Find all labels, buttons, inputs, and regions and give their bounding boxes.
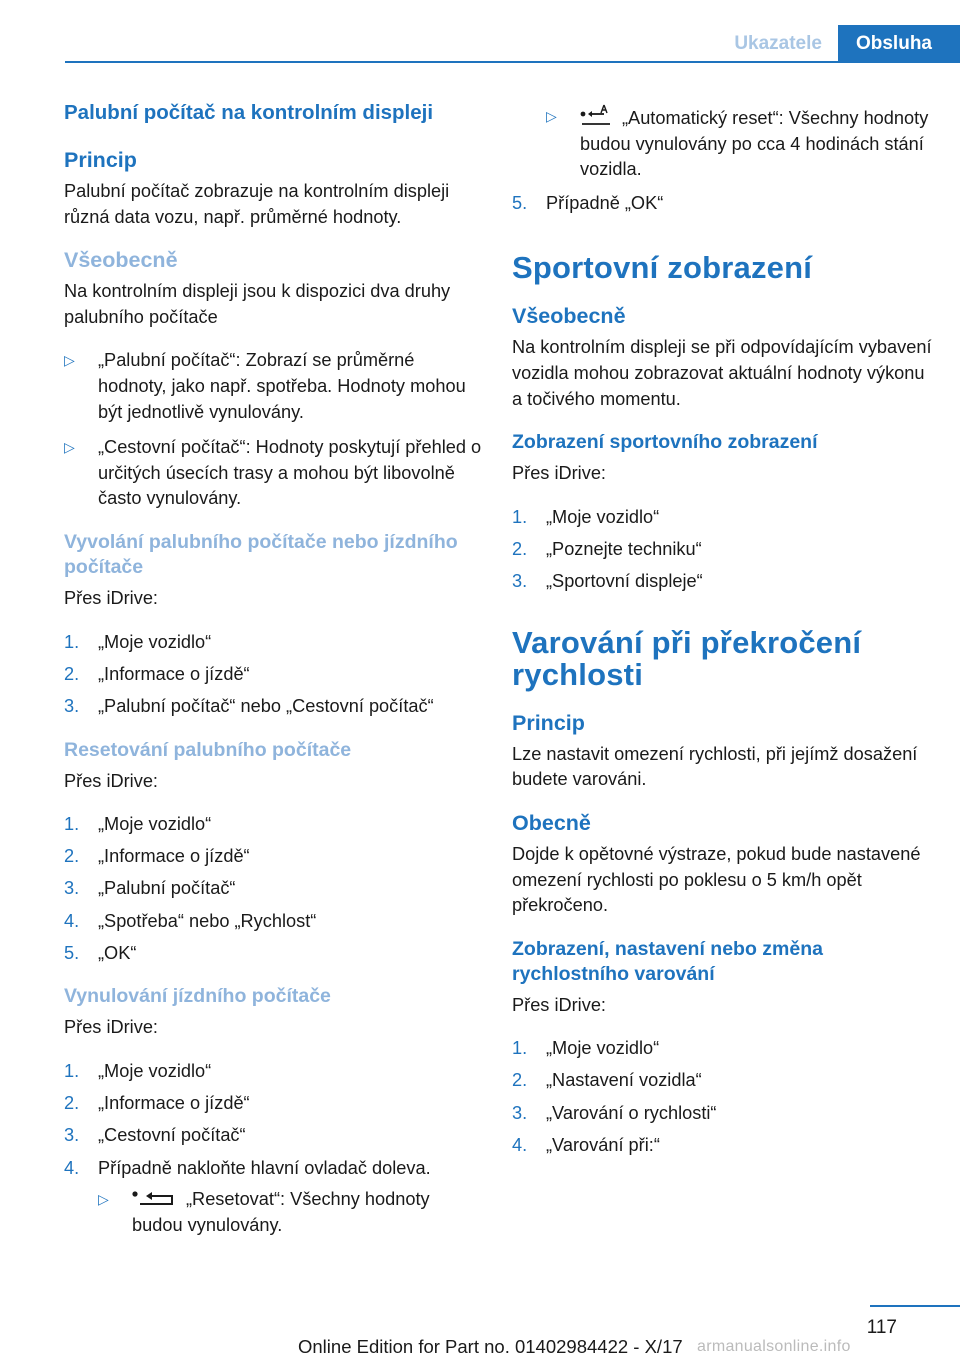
list-item: 3. „Varování o rychlosti“ — [512, 1102, 717, 1123]
princip-heading: Princip — [64, 148, 137, 172]
page-number: 117 — [866, 1317, 897, 1338]
list-item: ▷ „Palubní počítač“: Zobrazí se průměrné hodnoty, jako např. spotřeba. Hodnoty mohou být jednotlivě vynulovány. — [64, 348, 484, 425]
list-item: 5. Případně „OK“ — [512, 192, 664, 213]
speed-title: Varování při překročení rychlosti — [512, 624, 862, 692]
sport-general-text: Na kontrolním displeji se při odpovídajícím vybavení vozidla mohou zobrazovat aktuální hodnoty výkonu a točivého momentu. — [512, 337, 932, 409]
right-column — [512, 100, 932, 1176]
list-item: 2. „Informace o jízdě“ — [64, 1093, 250, 1114]
tab-obsluha[interactable]: Obsluha — [838, 25, 960, 62]
footer-rule — [870, 1305, 960, 1307]
auto-reset-icon — [580, 104, 614, 126]
vyvolani-intro: Přes iDrive: — [64, 587, 158, 608]
resetovani-heading: Resetování palubního počítače — [64, 738, 352, 761]
triangle-bullet-icon: ▷ — [64, 439, 75, 456]
reset-text: „Resetovat“: Všechny hodnoty budou vynulovány. — [132, 1189, 430, 1235]
list-item: 1. „Moje vozidlo“ — [512, 1038, 660, 1059]
vyvolani-heading: Vyvolání palubního počítače nebo jízdního počítače — [64, 530, 458, 578]
resetovani-intro: Přes iDrive: — [64, 770, 158, 791]
auto-reset-subbullets — [546, 104, 932, 183]
princip-text: Palubní počítač zobrazuje na kontrolním displeji různá data vozu, např. průměrné hodnoty. — [64, 181, 450, 227]
triangle-bullet-icon: ▷ — [98, 1191, 109, 1208]
list-item: 2. „Informace o jízdě“ — [64, 663, 250, 684]
list-item — [98, 1187, 484, 1238]
speed-intro: Přes iDrive: — [512, 994, 606, 1015]
sport-intro: Přes iDrive: — [512, 463, 606, 484]
section-title: Palubní počítač na kontrolním displeji — [64, 101, 434, 124]
list-item: 5. „OK“ — [64, 942, 137, 963]
vyvolani-steps — [64, 630, 484, 720]
list-item: 4. „Varování při:“ — [512, 1134, 660, 1155]
list-item: 1. „Moje vozidlo“ — [64, 814, 212, 835]
tab-ukazatele[interactable]: Ukazatele — [718, 25, 838, 62]
auto-reset-text: „Automatický reset“: Všechny hodnoty budou vynulovány po cca 4 hodinách stání vozidla. — [580, 108, 929, 180]
list-item: 3. „Palubní počítač“ — [64, 878, 236, 899]
list-item: 2. „Poznejte techniku“ — [512, 538, 702, 559]
watermark: armanualsonline.info — [697, 1338, 851, 1355]
vynulovani-intro: Přes iDrive: — [64, 1017, 158, 1038]
speed-princip-text: Lze nastavit omezení rychlosti, při jejímž dosažení budete varováni. — [512, 743, 918, 790]
vseobecne-heading: Všeobecně — [64, 248, 178, 273]
list-item: ▷ „Cestovní počítač“: Hodnoty poskytují přehled o určitých úsecích trasy a mohou být libovolně často vynulovány. — [64, 435, 484, 512]
speed-set-heading: Zobrazení, nastavení nebo změna rychlostního varování — [512, 937, 823, 985]
sport-display-heading: Zobrazení sportovního zobrazení — [512, 431, 818, 454]
edition-note: Online Edition for Part no. 01402984422 - X/17 — [298, 1336, 683, 1357]
list-item: 2. „Nastavení vozidla“ — [512, 1070, 702, 1091]
list-item: 4. „Spotřeba“ nebo „Rychlost“ — [64, 910, 317, 931]
reset-icon — [132, 1191, 178, 1207]
list-item: 3. „Cestovní počítač“ — [64, 1125, 246, 1146]
sport-general-heading: Všeobecně — [512, 304, 626, 329]
continued-steps — [512, 191, 932, 217]
speed-obecne-text: Dojde k opětovné výstraze, pokud bude nastavené omezení rychlosti po poklesu o 5 km/h opět překročeno. — [512, 843, 921, 916]
triangle-bullet-icon: ▷ — [64, 352, 75, 369]
list-item: 1. „Moje vozidlo“ — [64, 631, 212, 652]
vynulovani-heading: Vynulování jízdního počítače — [64, 985, 331, 1008]
list-item: 1. „Moje vozidlo“ — [64, 1061, 212, 1082]
speed-obecne-heading: Obecně — [512, 810, 591, 835]
header-rule — [65, 61, 960, 63]
vynulovani-steps — [64, 1059, 484, 1181]
list-item: 2. „Informace o jízdě“ — [64, 846, 250, 867]
sport-steps — [512, 505, 932, 595]
list-item — [546, 104, 932, 183]
speed-princip-heading: Princip — [512, 710, 585, 735]
triangle-bullet-icon: ▷ — [546, 108, 557, 124]
list-item: 3. „Palubní počítač“ nebo „Cestovní počítač“ — [64, 695, 434, 716]
left-column — [64, 100, 484, 1245]
vseobecne-text: Na kontrolním displeji jsou k dispozici dva druhy palubního počítače — [64, 281, 451, 327]
list-item: 3. „Sportovní displeje“ — [512, 571, 703, 592]
resetovani-steps — [64, 812, 484, 966]
speed-steps — [512, 1036, 932, 1158]
list-item: 4. Případně nakloňte hlavní ovladač doleva. — [64, 1157, 431, 1178]
sport-title: Sportovní zobrazení — [512, 250, 813, 286]
vynulovani-subbullets — [98, 1187, 484, 1238]
header-tabs — [718, 25, 960, 62]
vseobecne-bullets — [64, 348, 484, 512]
list-item: 1. „Moje vozidlo“ — [512, 506, 660, 527]
